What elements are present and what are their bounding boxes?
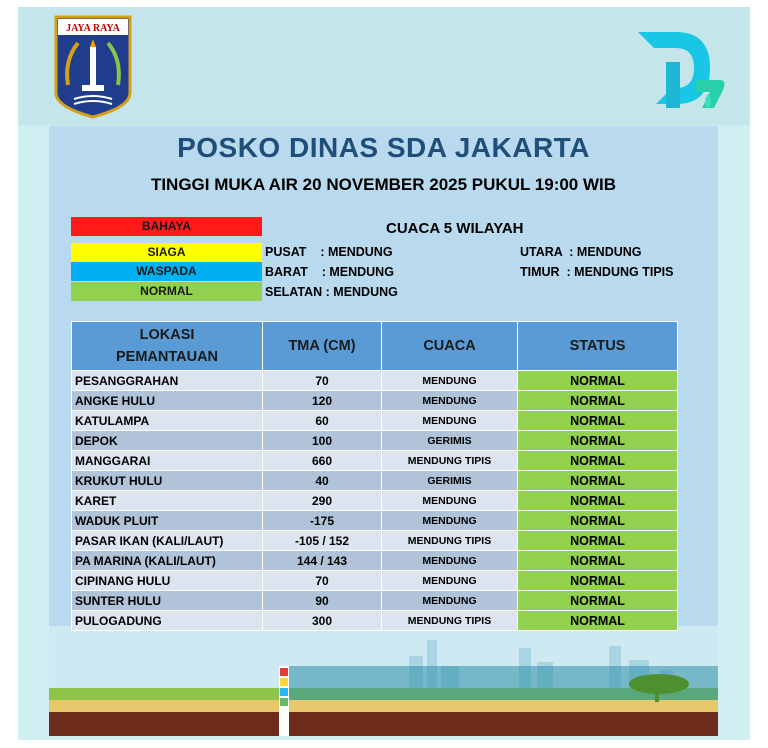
city-river-illustration [49,626,718,736]
cell-cuaca: MENDUNG TIPIS [382,451,518,471]
table-row [72,471,678,491]
weather-pusat: PUSAT : MENDUNG [265,245,393,259]
cell-cuaca: GERIMIS [382,431,518,451]
cell-cuaca: MENDUNG [382,591,518,611]
legend-siaga: SIAGA [71,243,262,262]
table-row [72,611,678,631]
cell-tma: 290 [263,491,382,511]
table-row [72,371,678,391]
cell-cuaca: MENDUNG [382,571,518,591]
cell-status: NORMAL [518,471,678,491]
cell-status: NORMAL [518,571,678,591]
cell-tma: 100 [263,431,382,451]
table-header-row [72,322,678,371]
table-row [72,431,678,451]
cell-cuaca: MENDUNG [382,551,518,571]
legend-bahaya: BAHAYA [71,217,262,236]
cell-lokasi: PASAR IKAN (KALI/LAUT) [72,531,263,551]
weather-timur: TIMUR : MENDUNG TIPIS [520,265,674,279]
cell-lokasi: SUNTER HULU [72,591,263,611]
cell-tma: -105 / 152 [263,531,382,551]
jakarta-emblem-logo [54,15,132,119]
cell-tma: -175 [263,511,382,531]
sda-corner-logo [636,28,728,114]
cell-status: NORMAL [518,511,678,531]
cell-status: NORMAL [518,551,678,571]
cell-cuaca: MENDUNG [382,411,518,431]
table-row [72,411,678,431]
cell-cuaca: MENDUNG [382,511,518,531]
cell-tma: 70 [263,571,382,591]
cell-status: NORMAL [518,411,678,431]
cell-lokasi: PULOGADUNG [72,611,263,631]
page-subtitle: TINGGI MUKA AIR 20 NOVEMBER 2025 PUKUL 19:00 WIB [150,175,617,194]
table-row [72,451,678,471]
table-row [72,491,678,511]
water-level-table [71,321,678,631]
cell-status: NORMAL [518,531,678,551]
weather-utara: UTARA : MENDUNG [520,245,642,259]
cell-lokasi: WADUK PLUIT [72,511,263,531]
cell-cuaca: MENDUNG TIPIS [382,611,518,631]
table-row [72,551,678,571]
cell-lokasi: CIPINANG HULU [72,571,263,591]
cell-cuaca: MENDUNG [382,491,518,511]
cell-cuaca: MENDUNG [382,371,518,391]
table-row [72,591,678,611]
cell-cuaca: MENDUNG TIPIS [382,531,518,551]
cell-tma: 90 [263,591,382,611]
page-title: POSKO DINAS SDA JAKARTA [177,132,590,163]
cell-tma: 300 [263,611,382,631]
cell-lokasi: KRUKUT HULU [72,471,263,491]
cell-tma: 144 / 143 [263,551,382,571]
weather-barat: BARAT : MENDUNG [265,265,394,279]
water-level-gauge-icon [279,666,289,736]
cell-status: NORMAL [518,391,678,411]
weather-title: CUACA 5 WILAYAH [386,220,524,237]
cell-lokasi: PA MARINA (KALI/LAUT) [72,551,263,571]
cell-status: NORMAL [518,431,678,451]
table-row [72,531,678,551]
cell-cuaca: MENDUNG [382,391,518,411]
cell-tma: 120 [263,391,382,411]
table-row [72,391,678,411]
table-row [72,511,678,531]
cell-tma: 60 [263,411,382,431]
cell-lokasi: KATULAMPA [72,411,263,431]
cell-lokasi: PESANGGRAHAN [72,371,263,391]
cell-lokasi: ANGKE HULU [72,391,263,411]
table-row [72,571,678,591]
col-header-cuaca: CUACA [382,322,518,371]
col-header-status: STATUS [518,322,678,371]
cell-tma: 660 [263,451,382,471]
cell-tma: 70 [263,371,382,391]
cell-status: NORMAL [518,451,678,471]
cell-tma: 40 [263,471,382,491]
cell-status: NORMAL [518,591,678,611]
col-header-tma: TMA (CM) [263,322,382,371]
col-header-lokasi: LOKASI PEMANTAUAN [72,322,263,371]
cell-status: NORMAL [518,371,678,391]
emblem-text: JAYA RAYA [66,23,120,34]
cell-lokasi: DEPOK [72,431,263,451]
legend-normal: NORMAL [71,282,262,301]
cell-cuaca: GERIMIS [382,471,518,491]
weather-selatan: SELATAN : MENDUNG [265,285,398,299]
cell-lokasi: KARET [72,491,263,511]
cell-lokasi: MANGGARAI [72,451,263,471]
legend-waspada: WASPADA [71,262,262,281]
cell-status: NORMAL [518,491,678,511]
cell-status: NORMAL [518,611,678,631]
